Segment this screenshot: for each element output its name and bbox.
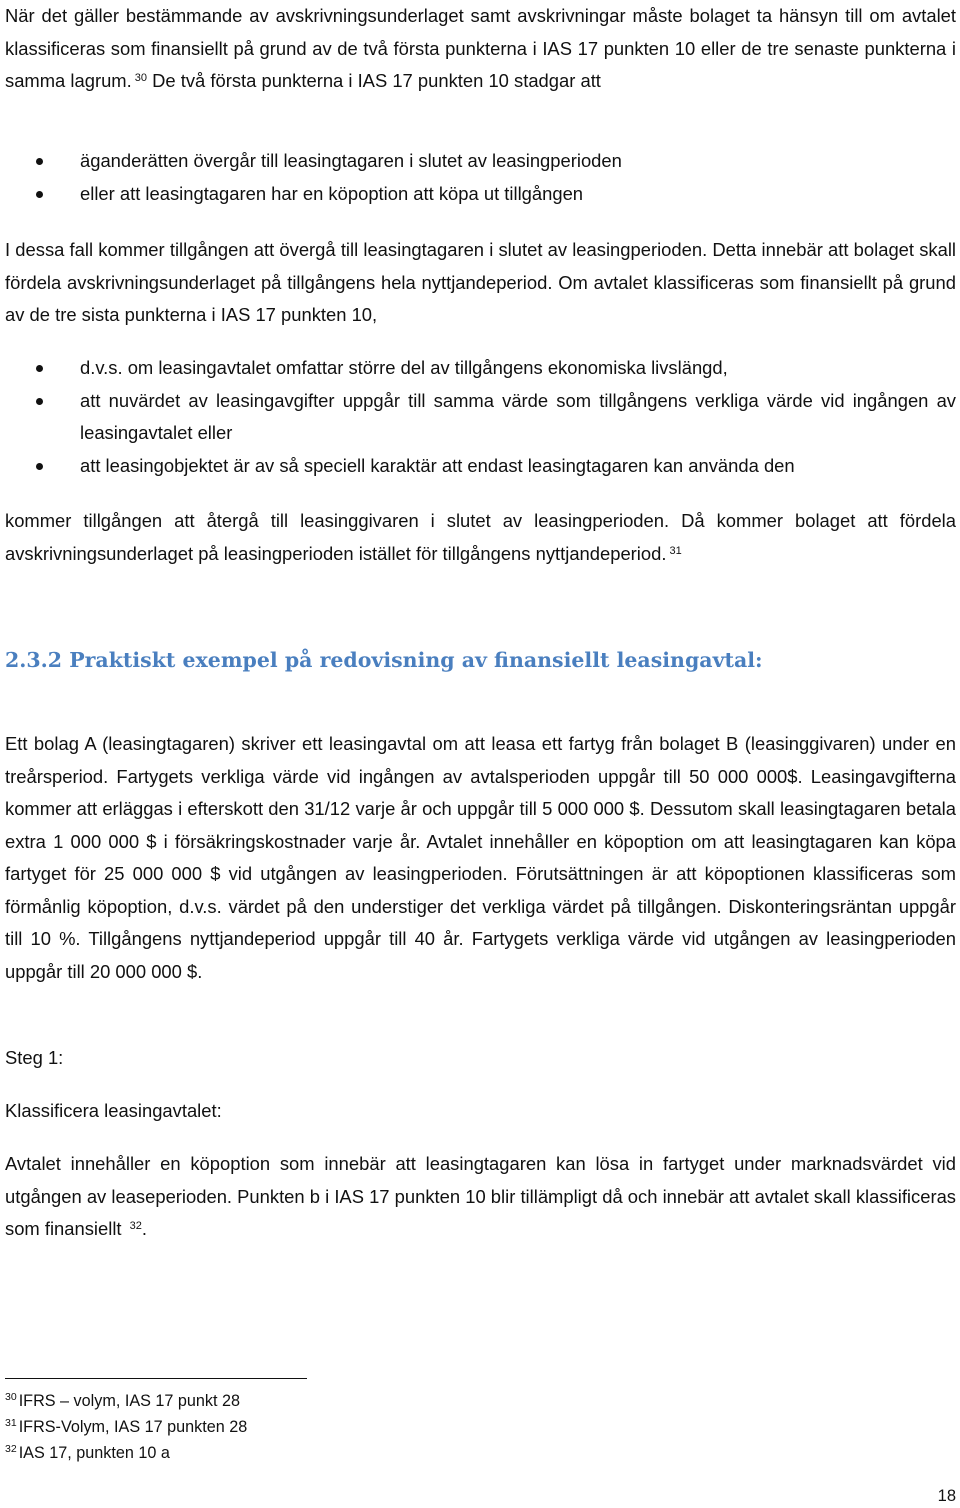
page-number: 18: [937, 1487, 956, 1505]
list-item: att leasingobjektet är av så speciell karaktär att endast leasingtagaren kan använda den: [0, 450, 956, 483]
footnote-number: 32: [5, 1443, 17, 1455]
footnote-number: 31: [5, 1417, 17, 1429]
paragraph-example: Ett bolag A (leasingtagaren) skriver ett leasingavtal om att leasa ett fartyg från bolaget B (leasinggivaren) under en treårsperiod. Fartygets verkliga värde vid ingången av avtalsperioden uppgår till 50 000 000$. Leasingavgifterna kommer att erläggas i efterskott den 31/12 varje år och uppgår till 5 000 000 $. Dessutom skall leasingtagaren betala extra 1 000 000 $ i försäkringskostnader varje år. Avtalet innehåller en köpoption om att leasingtagaren kan köpa fartyget för 25 000 000 $ vid utgången av leasingperioden. Förutsättningen är att köpoptionen klassificeras som förmånlig köpoption, d.v.s. värdet på den understiger det verkliga värdet på tillgången. Diskonteringsräntan uppgår till 10 %. Tillgångens nyttjandeperiod uppgår till 40 år. Fartygets verkliga värde vid utgången av leasingperioden uppgår till 20 000 000 $.: [5, 733, 956, 982]
list-item: äganderätten övergår till leasingtagaren i slutet av leasingperioden: [0, 145, 956, 178]
footnote-ref-32[interactable]: 32: [129, 1220, 142, 1232]
footnote-divider: [5, 1378, 307, 1379]
footnote-number: 30: [5, 1391, 17, 1403]
paragraph-text: kommer tillgången att återgå till leasinggivaren i slutet av leasingperioden. Då kommer bolaget att fördela avskrivningsunderlaget på leasingperioden istället för tillgångens nyttjandeperiod.: [5, 510, 956, 564]
footnote-text: IFRS-Volym, IAS 17 punkten 28: [18, 1418, 248, 1436]
paragraph-text: Avtalet innehåller en köpoption som innebär att leasingtagaren kan lösa in fartyget under marknadsvärdet vid utgången av leaseperioden. Punkten b i IAS 17 punkten 10 blir tillämpligt då och innebär att avtalet skall klassificeras som finansiellt: [5, 1153, 956, 1239]
footnote-ref-30[interactable]: 30: [134, 72, 147, 84]
bullet-list-criteria: [0, 352, 956, 482]
bullet-icon: [36, 463, 43, 470]
bullet-icon: [36, 158, 43, 165]
bullet-list-ownership: [0, 145, 956, 210]
paragraph-transfer: I dessa fall kommer tillgången att övergå till leasingtagaren i slutet av leasingperioden. Detta innebär att bolaget skall fördela avskrivningsunderlaget på tillgångens hela nyttjandeperiod. Om avtalet klassificeras som finansiellt på grund av de tre sista punkterna i IAS 17 punkten 10,: [5, 239, 956, 325]
paragraph-text-continued: De två första punkterna i IAS 17 punkten 10 stadgar att: [152, 70, 601, 91]
footnote-32: [5, 1442, 170, 1464]
list-item: eller att leasingtagaren har en köpoption att köpa ut tillgången: [0, 178, 956, 211]
list-item: att nuvärdet av leasingavgifter uppgår till samma värde som tillgångens verkliga värde vid ingången av leasingavtalet eller: [0, 385, 956, 450]
paragraph-depreciation-basis: [5, 0, 956, 98]
list-item: d.v.s. om leasingavtalet omfattar större del av tillgångens ekonomiska livslängd,: [0, 352, 956, 385]
paragraph-classification: Avtalet innehåller en köpoption som innebär att leasingtagaren kan lösa in fartyget under marknadsvärdet vid utgången av leaseperioden. Punkten b i IAS 17 punkten 10 blir tillämpligt då och innebär att avtalet skall klassificeras som finansiellt $^{32}$.: [5, 1153, 956, 1239]
bullet-icon: [36, 365, 43, 372]
paragraph-text: När det gäller bestämmande av avskrivningsunderlaget samt avskrivningar måste bolaget ta hänsyn till om avtalet klassificeras som finansiellt på grund av de två första punkterna i IAS 17 punkten 10 eller de tre senaste punkterna i samma lagrum.: [5, 5, 956, 91]
footnote-31: [5, 1416, 247, 1438]
footnote-ref-31[interactable]: 31: [669, 544, 682, 557]
bullet-icon: [36, 398, 43, 405]
section-heading: 2.3.2 Praktiskt exempel på redovisning av finansiellt leasingavtal:: [5, 648, 763, 672]
step-label: Steg 1:: [5, 1047, 64, 1068]
footnote-text: IFRS – volym, IAS 17 punkt 28: [18, 1392, 241, 1410]
paragraph-return: [5, 505, 956, 570]
bullet-icon: [36, 191, 43, 198]
footnote-30: [5, 1390, 240, 1412]
classify-label: Klassificera leasingavtalet:: [5, 1100, 222, 1121]
footnote-text: IAS 17, punkten 10 a: [18, 1444, 170, 1462]
